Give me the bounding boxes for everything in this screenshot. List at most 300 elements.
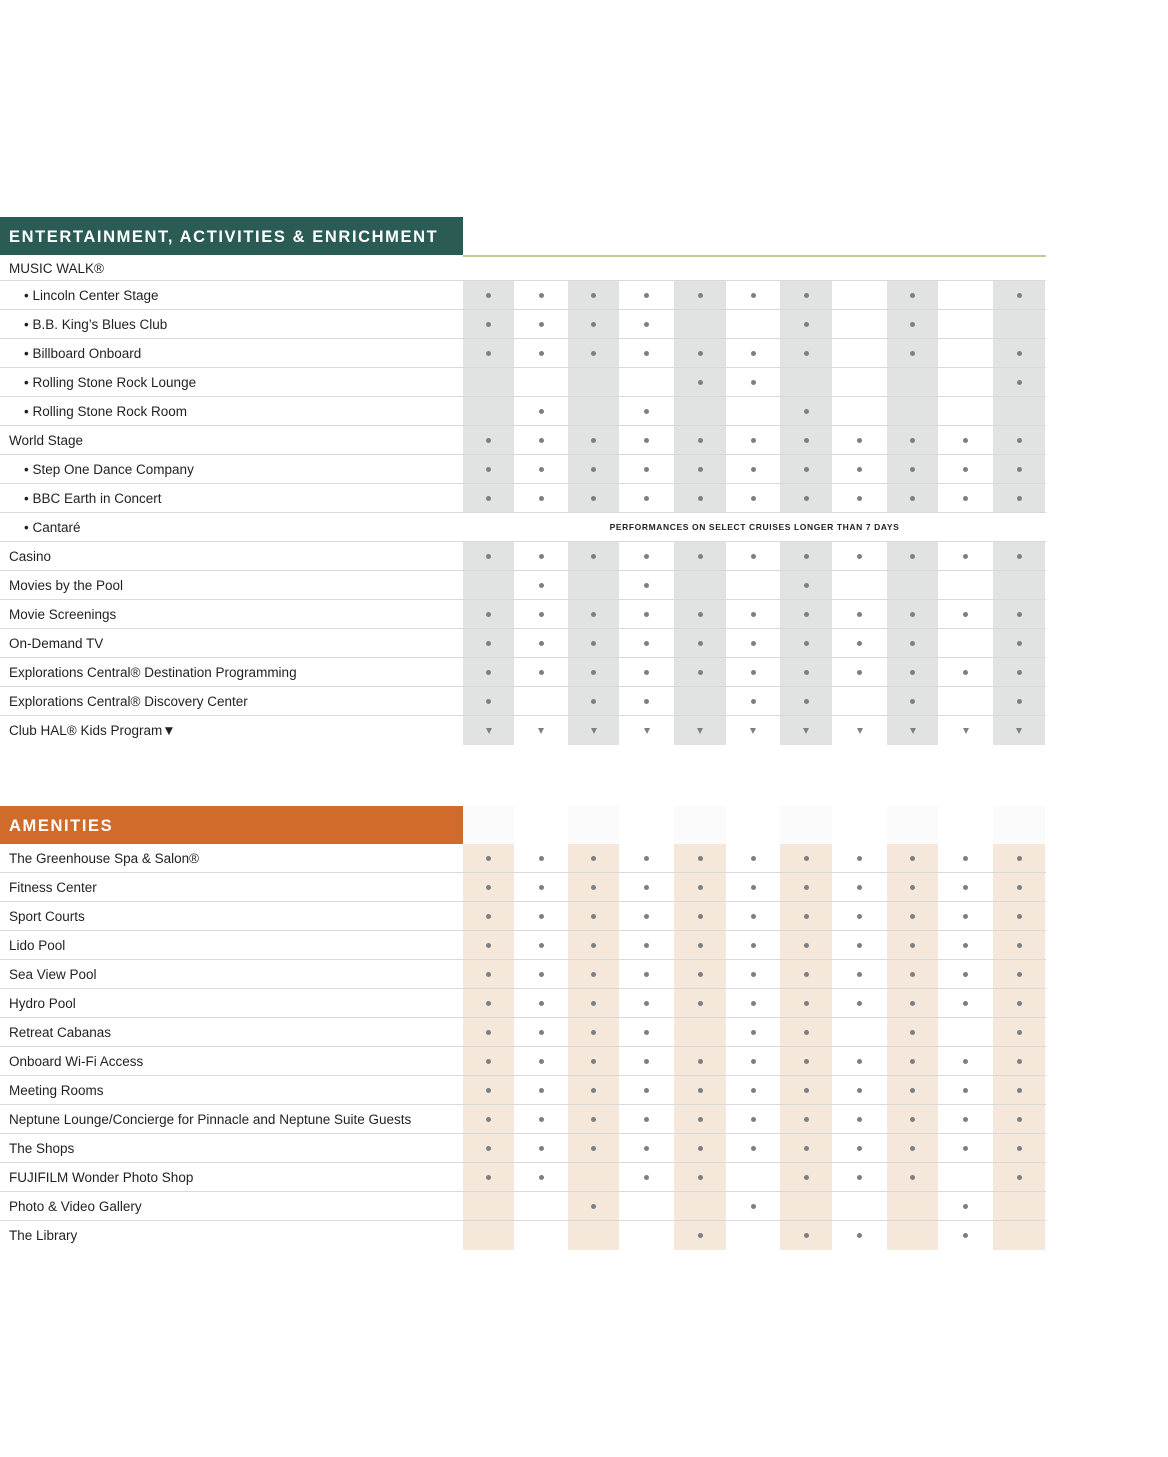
triangle-down-icon (1016, 728, 1022, 734)
availability-dot-icon (591, 1088, 596, 1093)
table-cell (780, 1163, 832, 1191)
availability-dot-icon (910, 438, 915, 443)
table-cell (463, 629, 514, 657)
table-cell (619, 310, 674, 338)
table-cell (619, 426, 674, 454)
table-cell (726, 571, 780, 599)
availability-dot-icon (486, 351, 491, 356)
table-cell (780, 339, 832, 367)
availability-dot-icon (486, 641, 491, 646)
row-label: The Greenhouse Spa & Salon® (9, 851, 200, 866)
availability-dot-icon (804, 670, 809, 675)
header-column-cell (674, 806, 726, 844)
availability-dot-icon (539, 914, 544, 919)
table-cell (726, 339, 780, 367)
table-row (0, 1221, 1046, 1250)
triangle-down-icon (963, 728, 969, 734)
availability-dot-icon (857, 1175, 862, 1180)
table-cell (887, 629, 938, 657)
table-cell (993, 455, 1045, 483)
availability-dot-icon (910, 972, 915, 977)
availability-dot-icon (751, 612, 756, 617)
entertainment-rows-2 (0, 542, 1046, 745)
table-cell (832, 931, 887, 959)
table-cell (887, 1076, 938, 1104)
table-cell (568, 1047, 619, 1075)
table-cell (463, 397, 514, 425)
table-row (0, 687, 1046, 716)
table-cell (726, 1047, 780, 1075)
availability-dot-icon (910, 612, 915, 617)
table-cell (832, 1047, 887, 1075)
availability-dot-icon (804, 1175, 809, 1180)
table-cell (619, 281, 674, 309)
table-cell (674, 902, 726, 930)
table-cell (463, 1163, 514, 1191)
row-label: Hydro Pool (9, 996, 76, 1011)
table-cell (780, 687, 832, 715)
table-cell (832, 902, 887, 930)
availability-dot-icon (910, 914, 915, 919)
table-cell (832, 600, 887, 628)
table-cell (568, 629, 619, 657)
table-cell (938, 1163, 993, 1191)
table-cell (568, 1134, 619, 1162)
availability-dot-icon (963, 1146, 968, 1151)
availability-dot-icon (486, 1030, 491, 1035)
availability-dot-icon (539, 1088, 544, 1093)
table-cell (619, 1018, 674, 1046)
table-cell (726, 1134, 780, 1162)
availability-dot-icon (1017, 972, 1022, 977)
table-cell (514, 368, 568, 396)
availability-dot-icon (591, 1204, 596, 1209)
table-cell (993, 426, 1045, 454)
table-cell (726, 426, 780, 454)
table-cell (514, 873, 568, 901)
availability-dot-icon (539, 554, 544, 559)
table-cell (726, 1105, 780, 1133)
table-cell (832, 571, 887, 599)
availability-dot-icon (751, 1001, 756, 1006)
availability-dot-icon (963, 914, 968, 919)
availability-dot-icon (857, 1146, 862, 1151)
row-label: Photo & Video Gallery (9, 1199, 142, 1214)
table-row (0, 1076, 1046, 1105)
availability-dot-icon (751, 943, 756, 948)
table-row (0, 339, 1046, 368)
availability-dot-icon (539, 409, 544, 414)
table-cell (993, 542, 1045, 570)
table-cell (887, 339, 938, 367)
availability-dot-icon (910, 856, 915, 861)
table-cell (674, 931, 726, 959)
availability-dot-icon (644, 699, 649, 704)
availability-dot-icon (644, 1146, 649, 1151)
table-cell (674, 1192, 726, 1220)
table-cell (780, 1221, 832, 1250)
table-cell (463, 281, 514, 309)
table-cell (832, 658, 887, 686)
availability-dot-icon (910, 467, 915, 472)
table-cell (514, 1134, 568, 1162)
table-row (0, 931, 1046, 960)
availability-dot-icon (804, 972, 809, 977)
availability-dot-icon (1017, 885, 1022, 890)
header-column-cell (514, 806, 568, 844)
table-cell (938, 960, 993, 988)
availability-dot-icon (591, 972, 596, 977)
availability-dot-icon (539, 612, 544, 617)
availability-dot-icon (910, 670, 915, 675)
table-cell (726, 687, 780, 715)
table-cell (619, 1163, 674, 1191)
availability-dot-icon (591, 438, 596, 443)
availability-dot-icon (751, 699, 756, 704)
table-row (0, 571, 1046, 600)
table-cell (674, 455, 726, 483)
availability-dot-icon (486, 293, 491, 298)
table-cell (674, 1221, 726, 1250)
row-label: Movie Screenings (9, 607, 117, 622)
table-cell (780, 600, 832, 628)
availability-dot-icon (804, 856, 809, 861)
row-label: Sea View Pool (9, 967, 97, 982)
table-cell (938, 1192, 993, 1220)
availability-dot-icon (486, 554, 491, 559)
availability-dot-icon (910, 699, 915, 704)
table-cell (938, 281, 993, 309)
table-cell (780, 989, 832, 1017)
table-cell (619, 716, 674, 745)
table-cell (674, 397, 726, 425)
availability-dot-icon (644, 1030, 649, 1035)
table-cell (463, 1221, 514, 1250)
table-cell (726, 484, 780, 512)
table-cell (674, 1076, 726, 1104)
availability-dot-icon (963, 885, 968, 890)
availability-dot-icon (486, 972, 491, 977)
table-cell (674, 339, 726, 367)
availability-dot-icon (1017, 1088, 1022, 1093)
table-cell (780, 658, 832, 686)
table-cell (463, 873, 514, 901)
availability-dot-icon (804, 409, 809, 414)
availability-dot-icon (1017, 1117, 1022, 1122)
availability-dot-icon (963, 554, 968, 559)
table-cell (514, 902, 568, 930)
table-cell (938, 1221, 993, 1250)
table-cell (619, 844, 674, 872)
availability-dot-icon (486, 612, 491, 617)
availability-dot-icon (857, 670, 862, 675)
table-cell (832, 716, 887, 745)
table-cell (463, 960, 514, 988)
table-cell (780, 368, 832, 396)
table-cell (780, 873, 832, 901)
amenities-header (0, 806, 1046, 844)
table-cell (463, 716, 514, 745)
table-cell (887, 1134, 938, 1162)
table-cell (993, 931, 1045, 959)
table-cell (938, 455, 993, 483)
table-cell (832, 1221, 887, 1250)
availability-dot-icon (486, 1059, 491, 1064)
table-cell (674, 687, 726, 715)
table-cell (832, 873, 887, 901)
table-cell (619, 1192, 674, 1220)
cantare-row (0, 513, 1046, 542)
availability-dot-icon (804, 351, 809, 356)
availability-dot-icon (486, 1001, 491, 1006)
table-cell (993, 571, 1045, 599)
row-label: Meeting Rooms (9, 1083, 104, 1098)
table-cell (463, 687, 514, 715)
row-label: Neptune Lounge/Concierge for Pinnacle and Neptune Suite Guests (9, 1112, 412, 1127)
table-cell (780, 397, 832, 425)
table-cell (619, 1076, 674, 1104)
availability-dot-icon (644, 496, 649, 501)
table-cell (887, 542, 938, 570)
table-cell (780, 426, 832, 454)
row-label: Sport Courts (9, 909, 85, 924)
availability-dot-icon (698, 856, 703, 861)
availability-dot-icon (963, 856, 968, 861)
table-cell (993, 484, 1045, 512)
availability-dot-icon (698, 1001, 703, 1006)
table-cell (887, 397, 938, 425)
availability-dot-icon (644, 670, 649, 675)
table-cell (463, 339, 514, 367)
availability-dot-icon (644, 856, 649, 861)
availability-dot-icon (751, 1088, 756, 1093)
availability-dot-icon (857, 1059, 862, 1064)
triangle-down-icon (857, 728, 863, 734)
table-cell (938, 397, 993, 425)
table-cell (780, 1047, 832, 1075)
availability-dot-icon (644, 612, 649, 617)
table-cell (568, 600, 619, 628)
header-column-cell (619, 806, 674, 844)
table-cell (674, 368, 726, 396)
amenities-title: AMENITIES (0, 806, 463, 844)
table-cell (568, 455, 619, 483)
table-row (0, 1134, 1046, 1163)
availability-dot-icon (539, 885, 544, 890)
table-cell (726, 873, 780, 901)
table-cell (887, 455, 938, 483)
availability-dot-icon (1017, 438, 1022, 443)
table-cell (938, 873, 993, 901)
availability-dot-icon (751, 554, 756, 559)
table-cell (938, 1134, 993, 1162)
row-label: World Stage (9, 433, 84, 448)
table-cell (568, 931, 619, 959)
table-cell (463, 1076, 514, 1104)
availability-dot-icon (963, 467, 968, 472)
table-cell (832, 1192, 887, 1220)
availability-dot-icon (539, 293, 544, 298)
table-cell (619, 960, 674, 988)
availability-dot-icon (910, 554, 915, 559)
table-cell (887, 1163, 938, 1191)
table-row (0, 600, 1046, 629)
table-cell (726, 1018, 780, 1046)
availability-dot-icon (1017, 293, 1022, 298)
availability-dot-icon (539, 1175, 544, 1180)
availability-dot-icon (1017, 554, 1022, 559)
table-cell (993, 1221, 1045, 1250)
availability-dot-icon (1017, 943, 1022, 948)
table-cell (938, 339, 993, 367)
table-cell (780, 484, 832, 512)
table-cell (780, 844, 832, 872)
availability-dot-icon (591, 856, 596, 861)
availability-dot-icon (751, 438, 756, 443)
table-cell (938, 1018, 993, 1046)
table-cell (993, 1018, 1045, 1046)
table-cell (887, 716, 938, 745)
table-row (0, 873, 1046, 902)
header-column-cell (568, 806, 619, 844)
availability-dot-icon (698, 293, 703, 298)
table-row (0, 1192, 1046, 1221)
availability-dot-icon (963, 1059, 968, 1064)
triangle-down-icon (803, 728, 809, 734)
availability-dot-icon (486, 322, 491, 327)
table-cell (938, 1076, 993, 1104)
table-cell (887, 989, 938, 1017)
availability-dot-icon (698, 972, 703, 977)
row-label: The Library (9, 1228, 78, 1243)
availability-dot-icon (857, 1233, 862, 1238)
table-cell (463, 600, 514, 628)
table-cell (993, 1134, 1045, 1162)
availability-dot-icon (486, 943, 491, 948)
availability-dot-icon (910, 943, 915, 948)
table-cell (514, 658, 568, 686)
table-cell (568, 902, 619, 930)
table-cell (568, 687, 619, 715)
table-cell (832, 844, 887, 872)
availability-dot-icon (910, 1001, 915, 1006)
table-cell (832, 310, 887, 338)
table-cell (832, 281, 887, 309)
table-cell (887, 368, 938, 396)
table-cell (674, 1134, 726, 1162)
table-cell (514, 600, 568, 628)
table-cell (832, 960, 887, 988)
availability-dot-icon (591, 885, 596, 890)
table-cell (780, 310, 832, 338)
availability-dot-icon (910, 1175, 915, 1180)
table-cell (619, 484, 674, 512)
row-label: Club HAL® Kids Program▼ (9, 723, 176, 738)
table-cell (463, 1134, 514, 1162)
table-row (0, 426, 1046, 455)
table-cell (514, 1076, 568, 1104)
availability-dot-icon (486, 438, 491, 443)
table-cell (674, 658, 726, 686)
table-cell (993, 397, 1045, 425)
table-cell (832, 989, 887, 1017)
availability-dot-icon (751, 885, 756, 890)
table-cell (938, 368, 993, 396)
availability-dot-icon (910, 496, 915, 501)
table-cell (887, 931, 938, 959)
availability-dot-icon (591, 496, 596, 501)
row-label: Explorations Central® Destination Programming (9, 665, 297, 680)
table-cell (993, 658, 1045, 686)
availability-dot-icon (963, 1233, 968, 1238)
table-cell (619, 1047, 674, 1075)
availability-dot-icon (1017, 1175, 1022, 1180)
availability-dot-icon (644, 409, 649, 414)
table-cell (726, 902, 780, 930)
availability-dot-icon (591, 467, 596, 472)
table-row (0, 658, 1046, 687)
row-label: Retreat Cabanas (9, 1025, 112, 1040)
table-cell (568, 1105, 619, 1133)
table-cell (832, 397, 887, 425)
table-cell (674, 571, 726, 599)
availability-dot-icon (963, 670, 968, 675)
table-cell (568, 658, 619, 686)
table-cell (780, 1076, 832, 1104)
entertainment-section (0, 217, 1046, 745)
availability-dot-icon (644, 1059, 649, 1064)
header-column-cell (463, 806, 514, 844)
table-cell (938, 658, 993, 686)
table-cell (674, 281, 726, 309)
amenities-rows (0, 844, 1046, 1250)
table-cell (993, 629, 1045, 657)
row-label: • Step One Dance Company (24, 462, 194, 477)
availability-dot-icon (698, 641, 703, 646)
table-cell (887, 571, 938, 599)
table-cell (463, 1105, 514, 1133)
availability-dot-icon (486, 670, 491, 675)
availability-dot-icon (857, 612, 862, 617)
table-row (0, 1018, 1046, 1047)
availability-dot-icon (591, 670, 596, 675)
table-cell (514, 931, 568, 959)
availability-dot-icon (804, 1088, 809, 1093)
availability-dot-icon (751, 670, 756, 675)
table-cell (887, 844, 938, 872)
table-cell (514, 1105, 568, 1133)
availability-dot-icon (751, 1204, 756, 1209)
availability-dot-icon (698, 1117, 703, 1122)
table-cell (832, 1134, 887, 1162)
table-cell (726, 281, 780, 309)
table-cell (514, 716, 568, 745)
table-cell (938, 1105, 993, 1133)
table-cell (887, 600, 938, 628)
availability-dot-icon (539, 1001, 544, 1006)
table-cell (674, 716, 726, 745)
availability-dot-icon (804, 1001, 809, 1006)
availability-dot-icon (591, 641, 596, 646)
table-row (0, 455, 1046, 484)
availability-dot-icon (539, 1146, 544, 1151)
table-cell (463, 571, 514, 599)
table-cell (993, 902, 1045, 930)
table-cell (568, 1221, 619, 1250)
table-cell (463, 931, 514, 959)
availability-dot-icon (591, 699, 596, 704)
table-cell (993, 600, 1045, 628)
